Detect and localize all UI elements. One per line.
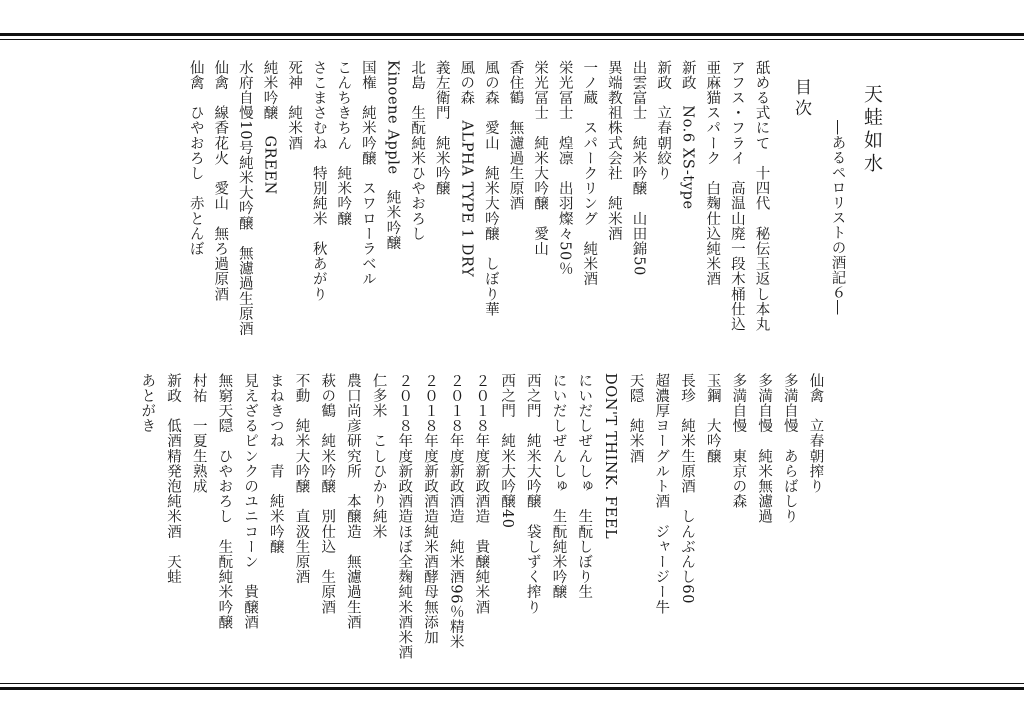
toc-entry: 出雲富士 純米吟醸 山田錦50: [630, 60, 647, 276]
toc-entry: 栄光冨士 純米大吟醸 愛山: [532, 60, 549, 257]
toc-entry: 萩の鶴 純米吟醸 別仕込 生原酒: [319, 373, 336, 615]
toc-entry: 香住鶴 無濾過生原酒: [507, 60, 524, 211]
toc-heading: 目次: [791, 78, 811, 120]
toc-entry: ２０１８年度新政酒造ほぼ全麹純米酒米酒: [396, 373, 413, 660]
toc-entry: あとがき: [139, 373, 156, 434]
toc-entry: 西之門 純米大吟醸 袋しずく搾り: [524, 373, 541, 615]
toc-entry: にいだしぜんしゅ 生酛しぼり生: [576, 373, 593, 600]
toc-entry: 新政 立春朝絞り: [655, 60, 672, 181]
toc-entry: 死神 純米酒: [286, 60, 303, 151]
toc-entry: 舐める式にて 十四代 秘伝玉返し本丸: [753, 60, 770, 332]
toc-entry: こんちきちん 純米吟醸: [335, 60, 352, 227]
page-title: 天蛙如水: [861, 84, 883, 176]
top-double-rule: [0, 33, 1024, 40]
toc-entry: 超濃厚ヨーグルト酒 ジャージー牛: [653, 373, 670, 615]
toc-entry: ２０１８年度新政酒造 貴醸純米酒: [473, 373, 490, 615]
toc-entry: 亜麻猫スパーク 白麹仕込純米酒: [704, 60, 721, 287]
toc-entry: 北島 生酛純米ひやおろし: [409, 60, 426, 242]
toc-entry: Kinoene Apple 純米吟醸: [384, 60, 401, 251]
toc-entry: まねきつね 青 純米吟醸: [267, 373, 284, 555]
toc-entry: ２０１８年度新政酒造 純米酒96％精米: [447, 373, 464, 650]
toc-entry: 村祐 一夏生熟成: [190, 373, 207, 494]
toc-entry: 仁多米 こしひかり純米: [370, 373, 387, 540]
toc-entry: 仙禽 線香花火 愛山 無ろ過原酒: [212, 60, 229, 302]
toc-entry: 異端教祖株式会社 純米酒: [605, 60, 622, 242]
bottom-double-rule: [0, 683, 1024, 690]
toc-entry: 純米吟醸 GREEN: [261, 60, 278, 195]
toc-entry: さこまさむね 特別純米 秋あがり: [310, 60, 327, 302]
toc-entry: 新政 低酒精発泡純米酒 天蛙: [165, 373, 181, 585]
toc-entry: 無窮天隠 ひやおろし 生酛純米吟醸: [216, 373, 233, 630]
toc-entry: 多満自慢 純米無濾過: [756, 373, 773, 524]
toc-entry: 義左衛門 純米吟醸: [433, 60, 450, 196]
toc-entry: 長珍 純米生原酒 しんぶんし60: [679, 373, 695, 605]
toc-entry: 仙禽 立春朝搾り: [807, 373, 824, 494]
page-subtitle: ―あるペロリストの酒記６―: [829, 120, 846, 315]
toc-entry: 玉鋼 大吟醸: [704, 373, 721, 464]
toc-entry: 栄光冨士 煌凛 出羽燦々50％: [556, 60, 573, 276]
toc-entry: 風の森 ALPHA TYPE 1 DRY: [458, 60, 475, 278]
toc-entry: 西之門 純米大吟醸40: [499, 373, 516, 529]
toc-entry: 不動 純米大吟醸 直汲生原酒: [293, 373, 310, 585]
toc-entry: 水府自慢10号純米大吟醸 無濾過生原酒: [236, 60, 253, 337]
toc-entry: 風の森 愛山 純米大吟醸 しぼり華: [482, 60, 499, 317]
toc-entry: 農口尚彦研究所 本醸造 無濾過生酒: [344, 373, 361, 630]
toc-entry: DON'T THINK. FEEL: [601, 373, 618, 540]
toc-entry: ２０１８年度新政酒造純米酒酵母無添加: [422, 373, 438, 645]
toc-entry: にいだしぜんしゅ 生酛純米吟醸: [550, 373, 567, 600]
toc-entry: 一ノ蔵 スパークリング 純米酒: [581, 60, 598, 287]
toc-entry: 天隠 純米酒: [627, 373, 644, 464]
toc-entry: アフス・フライ 高温山廃一段木桶仕込: [728, 60, 745, 332]
toc-entry: 新政 No.6 XS-type: [679, 60, 696, 210]
toc-entry: 多満自慢 あらばしり: [781, 373, 798, 524]
toc-entry: 多満自慢 東京の森: [730, 373, 747, 509]
toc-entry: 仙禽 ひやおろし 赤とんぼ: [187, 60, 204, 257]
toc-entry: 見えざるピンクのユニコーン 貴醸酒: [242, 373, 259, 630]
toc-entry: 国権 純米吟醸 スワローラベル: [359, 60, 376, 287]
